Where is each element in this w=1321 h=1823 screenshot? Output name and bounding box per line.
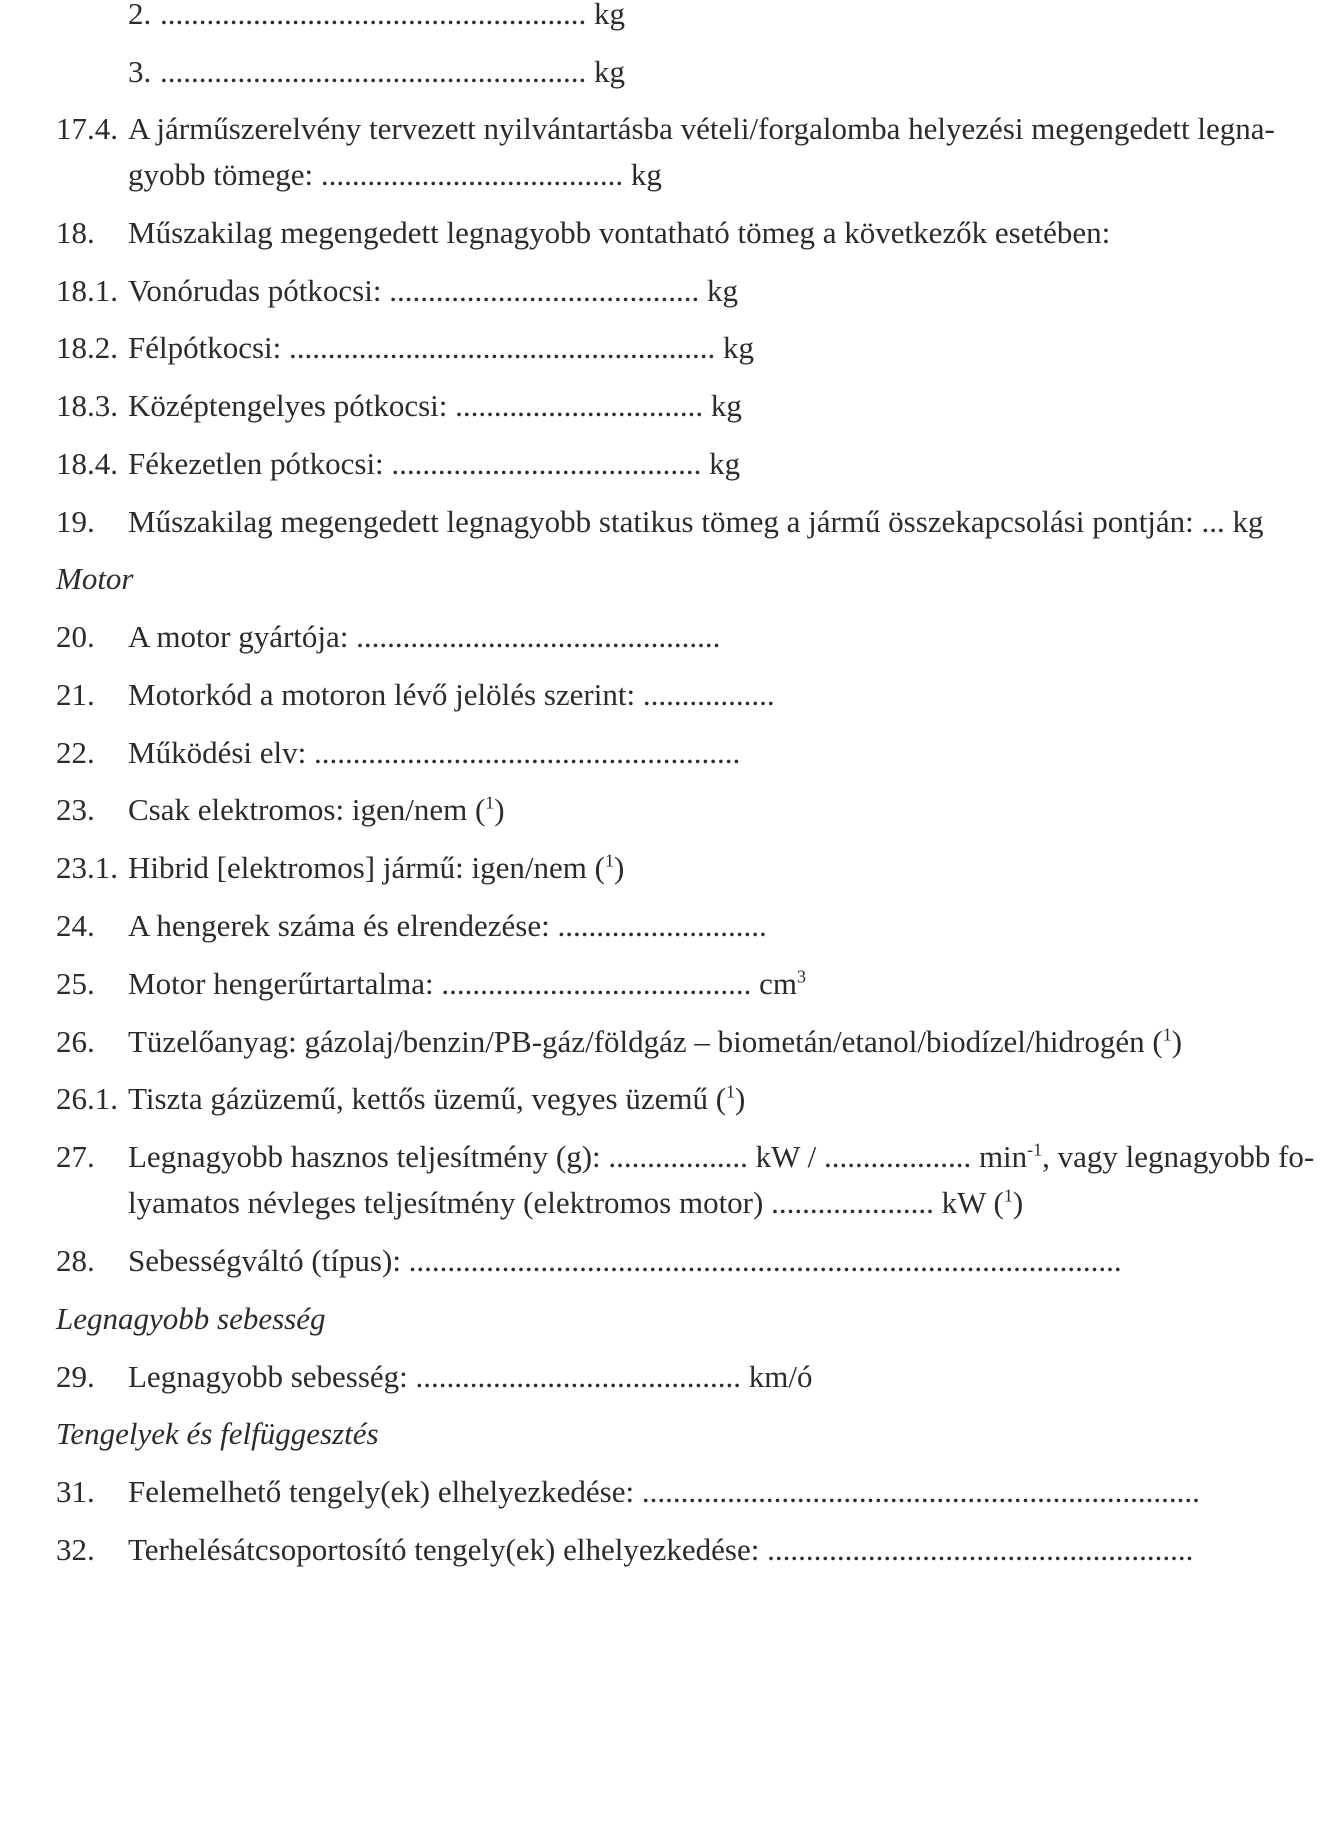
item-18-number: 18. <box>56 215 95 250</box>
item-18-1-number: 18.1. <box>56 273 118 308</box>
item-32-number: 32. <box>56 1532 95 1567</box>
item-25-unit-exponent: 3 <box>796 966 806 987</box>
item-17-4-number: 17.4. <box>56 111 118 146</box>
item-3-text: ....................................................... kg <box>160 54 625 89</box>
item-18-2-number: 18.2. <box>56 330 118 365</box>
item-26-1-number: 26.1. <box>56 1081 118 1116</box>
section-heading-axles: Tengelyek és felfüggesztés <box>56 1416 379 1451</box>
item-29-number: 29. <box>56 1359 95 1394</box>
item-20-text: A motor gyártója: ............................................... <box>128 619 721 654</box>
item-27-number: 27. <box>56 1139 95 1174</box>
item-18-3-text: Középtengelyes pótkocsi: ................................ kg <box>128 388 742 423</box>
item-23-text: Csak elektromos: igen/nem ( <box>128 792 486 827</box>
item-27-text-after: , vagy legnagyobb fo- <box>1042 1139 1315 1174</box>
item-20-number: 20. <box>56 619 95 654</box>
item-21-text: Motorkód a motoron lévő jelölés szerint: ................. <box>128 677 775 712</box>
item-25-text: Motor hengerűrtartalma: ........................................ cm <box>128 966 797 1001</box>
item-26-text-after: ) <box>1171 1024 1183 1059</box>
item-28-number: 28. <box>56 1243 95 1278</box>
item-23-1-footnote: 1 <box>604 850 614 871</box>
item-27-text-cont: lyamatos névleges teljesítmény (elektromos motor) ..................... kW ( <box>128 1185 1004 1220</box>
item-17-4-text-cont: gyobb tömege: ....................................... kg <box>128 157 662 192</box>
item-26-1-text-wrap <box>128 1079 745 1119</box>
item-18-2-text: Félpótkocsi: ....................................................... kg <box>128 330 755 365</box>
item-3-number: 3. <box>128 54 152 89</box>
item-28-text: Sebességváltó (típus): ............................................................................................ <box>128 1243 1122 1278</box>
item-26-text: Tüzelőanyag: gázolaj/benzin/PB-gáz/földgáz – biometán/etanol/biodízel/hidrogén ( <box>128 1024 1163 1059</box>
item-23-text-after: ) <box>494 792 505 827</box>
item-27-text-wrap <box>128 1137 1314 1177</box>
item-26-text-wrap <box>128 1022 1182 1062</box>
item-23-1-number: 23.1. <box>56 850 118 885</box>
item-18-4-text: Fékezetlen pótkocsi: ........................................ kg <box>128 446 741 481</box>
item-22-number: 22. <box>56 735 95 770</box>
item-23-number: 23. <box>56 792 95 827</box>
item-27-footnote: 1 <box>1003 1185 1013 1206</box>
item-19-text: Műszakilag megengedett legnagyobb statikus tömeg a jármű összekapcsolási pontján: ... kg <box>128 504 1264 539</box>
item-29-text: Legnagyobb sebesség: .......................................... km/ó <box>128 1359 813 1394</box>
item-27-text: Legnagyobb hasznos teljesítmény (g): .................. kW / ................... min <box>128 1139 1028 1174</box>
item-31-text: Felemelhető tengely(ek) elhelyezkedése: ........................................................................ <box>128 1474 1200 1509</box>
item-23-1-text: Hibrid [elektromos] jármű: igen/nem ( <box>128 850 605 885</box>
item-18-4-number: 18.4. <box>56 446 118 481</box>
item-23-1-text-after: ) <box>613 850 625 885</box>
item-26-1-footnote: 1 <box>726 1081 736 1102</box>
item-25-number: 25. <box>56 966 95 1001</box>
item-26-1-text-after: ) <box>735 1081 746 1116</box>
item-25-text-wrap <box>128 964 806 1004</box>
item-27-exponent: -1 <box>1027 1139 1043 1160</box>
item-18-1-text: Vonórudas pótkocsi: ........................................ kg <box>128 273 738 308</box>
section-heading-max-speed: Legnagyobb sebesség <box>56 1301 326 1336</box>
item-17-4-text: A járműszerelvény tervezett nyilvántartásba vételi/forgalomba helyezési megengedett legna- <box>128 111 1275 146</box>
item-24-number: 24. <box>56 908 95 943</box>
item-26-1-text: Tiszta gázüzemű, kettős üzemű, vegyes üzemű ( <box>128 1081 727 1116</box>
item-22-text: Működési elv: ....................................................... <box>128 735 741 770</box>
item-2-number: 2. <box>128 0 152 31</box>
item-24-text: A hengerek száma és elrendezése: ........................... <box>128 908 767 943</box>
item-27-text-cont-after: ) <box>1012 1185 1024 1220</box>
item-26-footnote: 1 <box>1162 1024 1172 1045</box>
item-27-cont-wrap <box>128 1183 1023 1223</box>
item-23-1-text-wrap <box>128 848 624 888</box>
item-23-footnote: 1 <box>485 792 495 813</box>
item-32-text: Terhelésátcsoportosító tengely(ek) elhelyezkedése: ....................................................... <box>128 1532 1194 1567</box>
item-26-number: 26. <box>56 1024 95 1059</box>
item-31-number: 31. <box>56 1474 95 1509</box>
section-heading-motor: Motor <box>56 561 134 596</box>
item-18-text: Műszakilag megengedett legnagyobb vontatható tömeg a következők esetében: <box>128 215 1111 250</box>
item-23-text-wrap <box>128 790 505 830</box>
item-21-number: 21. <box>56 677 95 712</box>
item-2-text: ....................................................... kg <box>160 0 625 31</box>
item-19-number: 19. <box>56 504 95 539</box>
item-18-3-number: 18.3. <box>56 388 118 423</box>
